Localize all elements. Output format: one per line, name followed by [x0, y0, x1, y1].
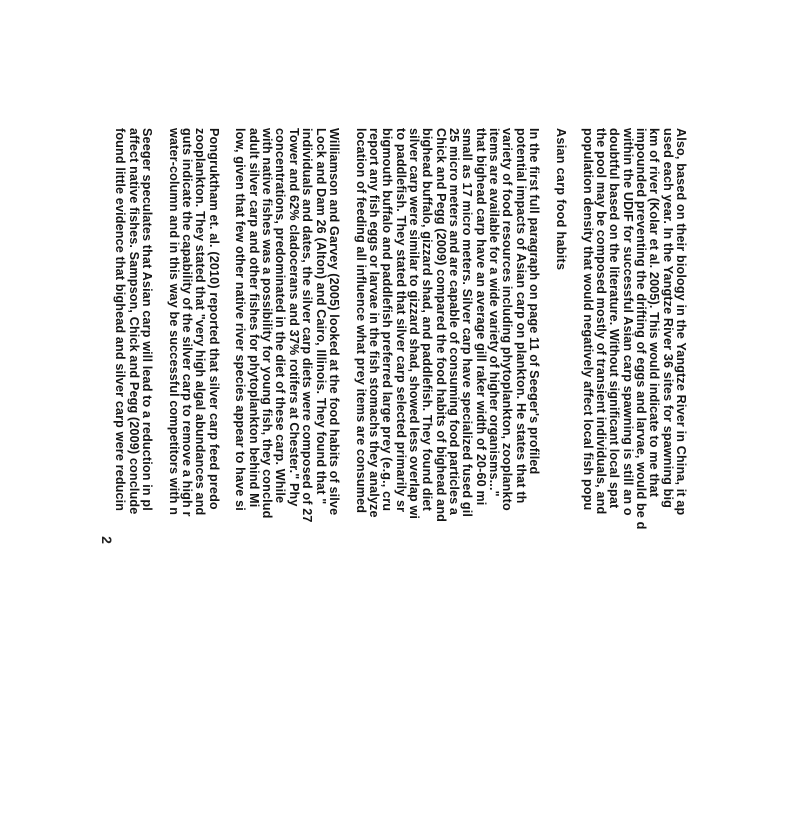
text-line: items are available for a wide variety of higher organisms..." — [487, 128, 502, 497]
text-line: with native fishes was a possibility for young fish, they conclud — [260, 128, 275, 519]
section-heading: Asian carp food habits — [553, 128, 568, 271]
text-line: population density that would negatively affect local fish popu — [580, 128, 595, 511]
text-line: potential impacts of Asian carp on plankton. He states that th — [513, 128, 528, 504]
text-line: the pool may be composed mostly of transient individuals, and — [593, 128, 608, 515]
text-line: to paddlefish. They stated that silver carp selected primarily sr — [393, 128, 408, 513]
text-line: Chick and Pegg (2009) compared the food habits of bighead and — [433, 128, 448, 523]
text-line: guts indicate the capability of the silver carp to remove a high r — [180, 128, 195, 517]
text-line: small as 17 micro meters. Silver carp have specialized fused gil — [460, 128, 475, 517]
text-line: report any fish eggs or larvae in the fish stomachs they analyze — [366, 128, 381, 518]
text-line: doubtful based on the literature. Without significant local spat — [607, 128, 622, 509]
text-line: Also, based on their biology in the Yangtze River in China, it ap — [674, 128, 688, 516]
text-line: impounded preventing the drifting of eggs and larvae, would be d — [633, 128, 648, 530]
page-number: 2 — [98, 536, 115, 544]
text-line: Tower and 62% cladocerans and 37% rotifers at Chester." Phy — [286, 128, 301, 507]
text-line: used each year. In the Yangtze River 36 sites for spawning big — [660, 128, 675, 509]
text-line: Seeger speculates that Asian carp will lead to a reduction in pl — [140, 128, 154, 511]
text-line: 25 micro meters and are capable of consuming food particles a — [447, 128, 462, 516]
text-line: variety of food resources including phytoplankton, zooplankto — [500, 128, 515, 511]
text-line: concentrations, predominated in the diet of these carp. While — [273, 128, 288, 504]
text-line: within the UDIF for successful Asian carp spawning is still an o — [620, 128, 635, 516]
text-line: low, given that few other native river species appear to have si — [233, 128, 248, 511]
text-line: bighead buffalo, gizzard shad, and paddlefish. They found diet — [420, 128, 435, 511]
text-line: individuals and dates, the silver carp diets were composed of 27 — [300, 128, 315, 523]
text-line: adult silver carp and other fishes for phytoplankton behind Mi — [246, 128, 261, 508]
text-line: water-column and in this way be successful competitors with n — [166, 128, 181, 516]
text-line: Williamson and Garvey (2005) looked at the food habits of silve — [326, 128, 341, 516]
text-line: affect native fishes. Sampson, Chick and Pegg (2009) conclude — [126, 128, 141, 515]
rotated-text-block — [113, 128, 688, 828]
text-line: that bighead carp have an average gill raker width of 20-60 mi — [473, 128, 488, 506]
text-line: Pongruktham et. al. (2010) reported that silver carp feed predo — [206, 128, 221, 510]
text-line: In the first full paragraph on page 11 of Seeger's profiled — [527, 128, 542, 475]
text-line: Lock and Dam 26 (Alton) and Cairo, Illinois. They found that " — [313, 128, 328, 505]
text-line: silver carp were similar to gizzard shad, showed less overlap wi — [407, 128, 421, 520]
text-line: zooplankton. They stated that "very high algal abundances and — [193, 128, 208, 516]
text-line: location of feeding all influence what prey items are consumed — [353, 128, 368, 514]
text-line: km of river (Kolar et al. 2005). This would indicate to me that — [647, 128, 662, 498]
text-line: found little evidence that bighead and silver carp were reducin — [113, 128, 128, 512]
text-line: bigmouth buffalo and paddlefish preferred large prey (e.g., cru — [380, 128, 395, 512]
